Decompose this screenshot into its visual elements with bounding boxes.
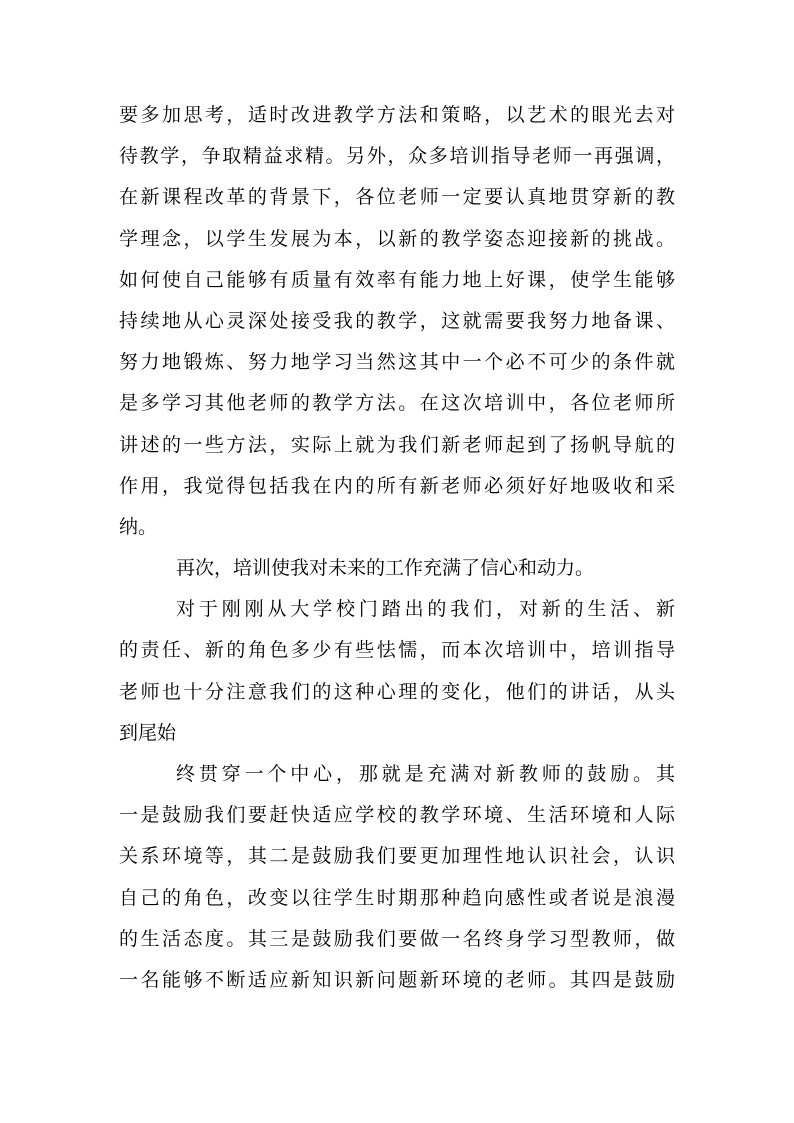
paragraph-line-20: 自己的角色，改变以往学生时期那种趋向感性或者说是浪漫 [119, 886, 675, 909]
paragraph-line-18: 一是鼓励我们要赶快适应学校的教学环境、生活环境和人际 [119, 804, 675, 827]
paragraph-line-22: 一名能够不断适应新知识新问题新环境的老师。其四是鼓励 [119, 968, 675, 991]
paragraph-line-7: 努力地锻炼、努力地学习当然这其中一个必不可少的条件就 [119, 351, 675, 374]
paragraph-line-15: 老师也十分注意我们的这种心理的变化，他们的讲话，从头 [119, 680, 675, 703]
paragraph-line-13: 对于刚刚从大学校门踏出的我们，对新的生活、新 [176, 598, 675, 621]
paragraph-line-19: 关系环境等，其二是鼓励我们要更加理性地认识社会，认识 [119, 845, 675, 868]
paragraph-line-4: 学理念，以学生发展为本，以新的教学姿态迎接新的挑战。 [119, 227, 675, 250]
paragraph-line-16: 到尾始 [119, 721, 177, 744]
paragraph-line-9: 讲述的一些方法，实际上就为我们新老师起到了扬帆导航的 [119, 433, 675, 456]
paragraph-line-11: 纳。 [119, 515, 158, 538]
paragraph-line-1: 要多加思考，适时改进教学方法和策略，以艺术的眼光去对 [119, 104, 675, 126]
paragraph-line-8: 是多学习其他老师的教学方法。在这次培训中，各位老师所 [119, 392, 675, 415]
paragraph-line-2: 待教学，争取精益求精。另外，众多培训指导老师一再强调， [119, 145, 675, 168]
document-body [119, 95, 675, 1001]
paragraph-line-3: 在新课程改革的背景下，各位老师一定要认真地贯穿新的教 [119, 186, 675, 209]
paragraph-line-12: 再次，培训使我对未来的工作充满了信心和动力。 [176, 557, 595, 580]
paragraph-line-6: 持续地从心灵深处接受我的教学，这就需要我努力地备课、 [119, 309, 675, 332]
paragraph-line-17: 终贯穿一个中心，那就是充满对新教师的鼓励。其 [176, 763, 675, 785]
paragraph-line-21: 的生活态度。其三是鼓励我们要做一名终身学习型教师，做 [119, 927, 675, 950]
paragraph-line-5: 如何使自己能够有质量有效率有能力地上好课，使学生能够 [119, 268, 675, 291]
paragraph-line-14: 的责任、新的角色多少有些怯懦，而本次培训中，培训指导 [119, 639, 675, 662]
paragraph-line-10: 作用，我觉得包括我在内的所有新老师必须好好地吸收和采 [119, 474, 675, 497]
